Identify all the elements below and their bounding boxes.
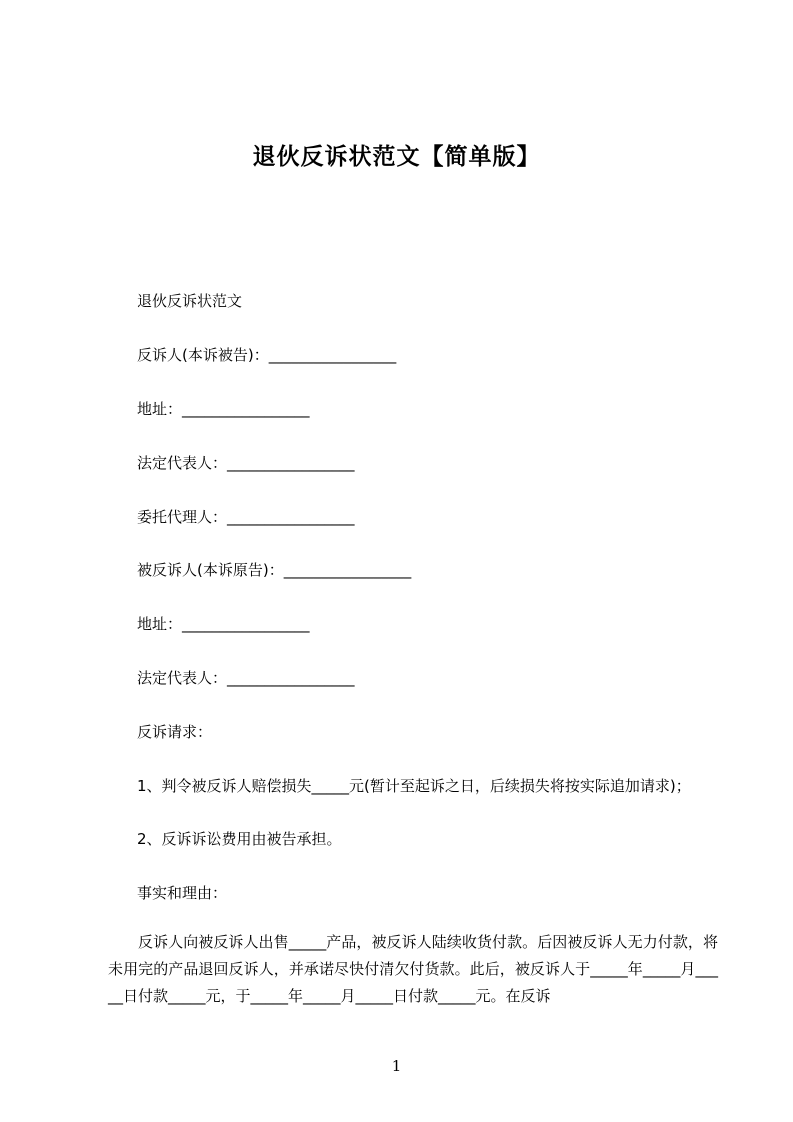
claim-item-2: 2、反诉诉讼费用由被告承担。 <box>137 830 342 848</box>
counterclaimant-address-field: 地址：_________________ <box>137 400 310 418</box>
counter-defendant-legal-rep-field: 法定代表人：_________________ <box>137 669 355 687</box>
counterclaimant-field: 反诉人(本诉被告)：_________________ <box>137 346 397 364</box>
facts-heading: 事实和理由： <box>137 884 228 902</box>
agent-field: 委托代理人：_________________ <box>137 508 355 526</box>
page-number: 1 <box>391 1057 402 1075</box>
counter-defendant-address-field: 地址：_________________ <box>137 615 310 633</box>
facts-paragraph: 反诉人向被反诉人出售_____产品，被反诉人陆续收货付款。后因被反诉人无力付款，将未用完的产品退回反诉人，并承诺尽快付清欠付货款。此后，被反诉人于_____年_____月_____日付款_____元，于_____年_____月_____日付款_____元。在反诉 <box>108 933 718 1005</box>
claims-heading: 反诉请求： <box>137 723 213 741</box>
claim-item-1: 1、判令被反诉人赔偿损失_____元(暂计至起诉之日，后续损失将按实际追加请求)； <box>137 777 691 795</box>
counter-defendant-field: 被反诉人(本诉原告)：_________________ <box>137 561 412 579</box>
section-heading: 退伙反诉状范文 <box>137 292 243 310</box>
counterclaimant-legal-rep-field: 法定代表人：_________________ <box>137 454 355 472</box>
document-title: 退伙反诉状范文【简单版】 <box>252 144 541 170</box>
